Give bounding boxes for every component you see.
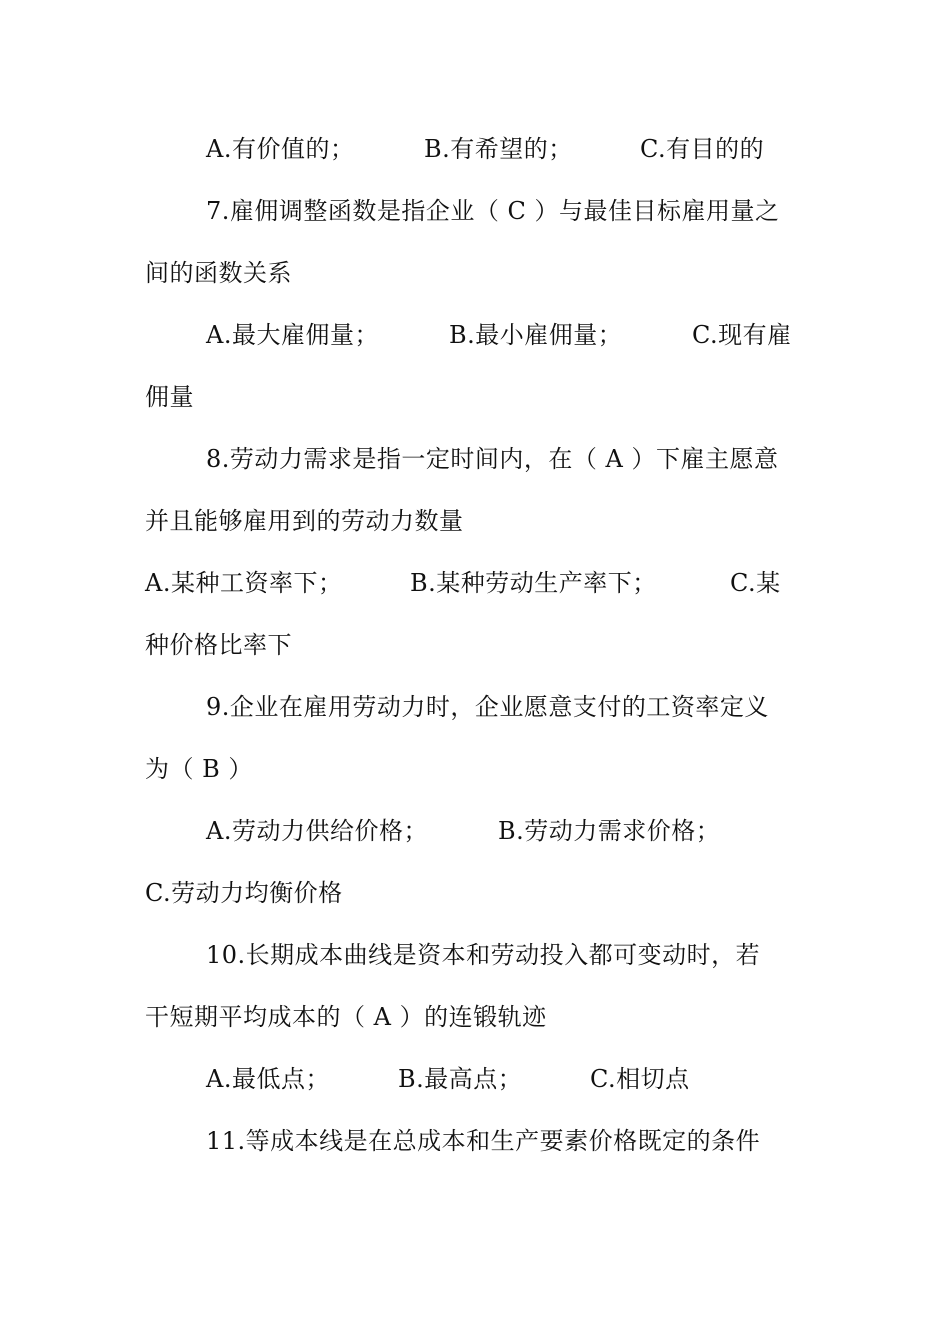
option-a: A.某种工资率下； xyxy=(145,569,343,597)
option-b: B.最小雇佣量； xyxy=(449,321,623,349)
option-a: A.最大雇佣量； xyxy=(206,321,379,349)
question-10-line-1: 10.长期成本曲线是资本和劳动投入都可变动时，若 xyxy=(206,941,761,969)
q8-options-line xyxy=(0,568,950,598)
q6-options-line xyxy=(0,134,950,164)
q7-options-continuation: 佣量 xyxy=(145,383,194,411)
question-9-line-1: 9.企业在雇用劳动力时，企业愿意支付的工资率定义 xyxy=(206,693,769,721)
option-b: B.最高点； xyxy=(398,1065,523,1093)
option-c: C.相切点 xyxy=(590,1065,690,1093)
option-b: B.劳动力需求价格； xyxy=(498,817,721,845)
question-9-line-2: 为（ B ） xyxy=(145,755,253,783)
question-7-line-2: 间的函数关系 xyxy=(145,259,292,287)
q9-options-line xyxy=(0,816,950,846)
option-a: A.有价值的； xyxy=(206,135,355,163)
q10-options-line xyxy=(0,1064,950,1094)
q8-options-continuation: 种价格比率下 xyxy=(145,631,292,659)
question-7-line-1: 7.雇佣调整函数是指企业（ C ）与最佳目标雇用量之 xyxy=(206,197,780,225)
q9-option-c: C.劳动力均衡价格 xyxy=(145,879,343,907)
question-10-line-2: 干短期平均成本的（ A ）的连锻轨迹 xyxy=(145,1003,547,1031)
question-8-line-1: 8.劳动力需求是指一定时间内，在（ A ）下雇主愿意 xyxy=(206,445,779,473)
option-c: C.有目的的 xyxy=(640,135,765,163)
q7-options-line xyxy=(0,320,950,350)
question-8-line-2: 并且能够雇用到的劳动力数量 xyxy=(145,507,464,535)
option-c: C.某 xyxy=(730,569,781,597)
option-c: C.现有雇 xyxy=(692,321,792,349)
option-b: B.某种劳动生产率下； xyxy=(410,569,657,597)
option-a: A.劳动力供给价格； xyxy=(206,817,428,845)
option-b: B.有希望的； xyxy=(424,135,573,163)
option-a: A.最低点； xyxy=(206,1065,330,1093)
question-11-line-1: 11.等成本线是在总成本和生产要素价格既定的条件 xyxy=(206,1127,761,1155)
